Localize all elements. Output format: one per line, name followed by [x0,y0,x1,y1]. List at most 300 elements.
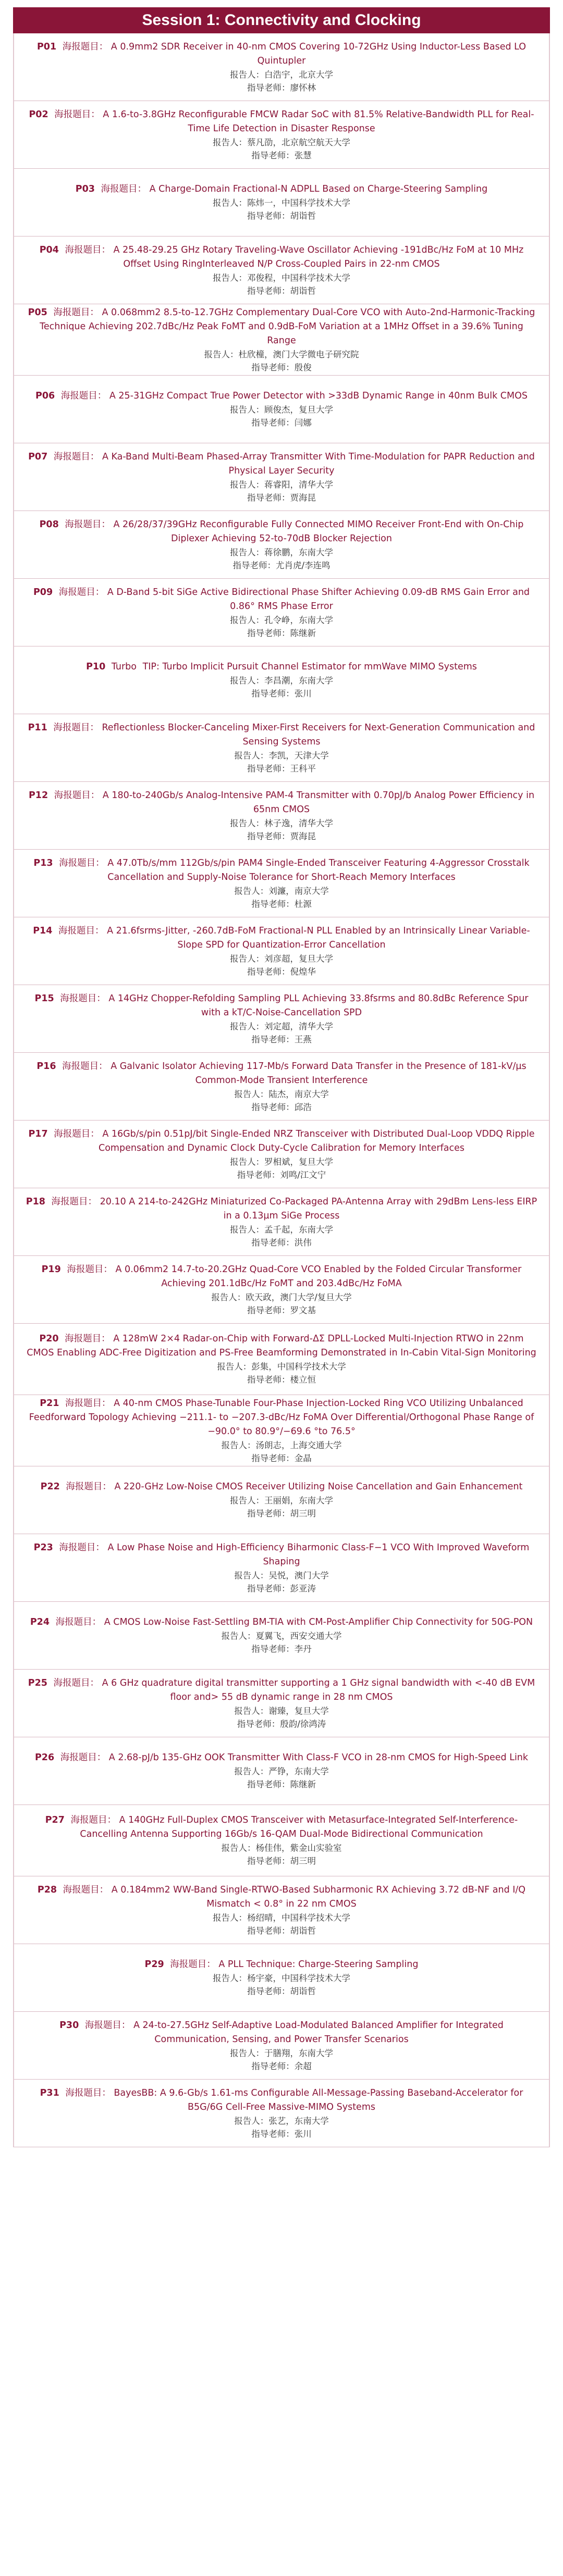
poster-title: A 47.0Tb/s/mm 112Gb/s/pin PAM4 Single-Ended Transceiver Featuring 4-Aggressor Crosstalk Cancellation and Supply-Noise Tolerance for Short-Reach Memory Interfaces [107,857,530,882]
presenter-label: 报告人： [230,2048,264,2058]
presenter-label: 报告人： [213,137,247,147]
advisor-name: 贾海昆 [290,831,316,841]
poster-entry [14,1188,549,1256]
advisor-line [251,1452,312,1465]
advisor-label: 指导老师： [251,2061,295,2071]
presenter-name: 孔令峥，东南大学 [264,615,333,625]
poster-entry [14,714,549,782]
poster-title-prefix: 海报题目： [63,1884,109,1895]
advisor-label: 指导老师： [247,1986,290,1996]
presenter-name: 陆杰，南京大学 [268,1089,329,1099]
presenter-label: 报告人： [230,479,264,490]
advisor-line [251,2060,312,2073]
poster-title-prefix: 海报题目： [62,41,108,52]
advisor-line [247,830,316,843]
poster-id: P30 [59,2020,79,2031]
poster-title-prefix: 海报题目： [58,925,104,936]
advisor-line [247,1582,316,1595]
presenter-name: 谢臻，复旦大学 [268,1706,329,1716]
presenter-name: 吴悦，澳门大学 [268,1570,329,1581]
poster-title-prefix: 海报题目： [60,1752,106,1763]
poster-title: A 26/28/37/39GHz Reconfigurable Fully Connected MIMO Receiver Front-End with On-Chip Diplexer Achieving 52-to-70dB Blocker Rejection [113,519,524,544]
presenter-name: 刘定超，清华大学 [264,1021,333,1031]
presenter-label: 报告人： [230,953,264,964]
poster-entry [14,2012,549,2080]
poster-entry [14,1324,549,1395]
poster-title-line [26,108,537,136]
presenter-line [230,817,333,830]
advisor-label: 指导老师： [247,492,290,503]
presenter-line [230,68,333,81]
poster-title-line [26,1060,537,1088]
presenter-name: 欧天政，澳门大学/复旦大学 [246,1292,352,1302]
poster-title-prefix: 海报题目： [67,1264,113,1275]
poster-title-prefix: 海报题目： [58,587,105,598]
advisor-line [251,2127,312,2141]
presenter-line [234,1704,329,1718]
poster-entry [14,646,549,714]
poster-title: TIP: Turbo Implicit Pursuit Channel Estimator for mmWave MIMO Systems [142,662,477,672]
poster-title-prefix: 海报题目： [66,1482,112,1492]
poster-title-line [26,306,537,348]
poster-id: P01 [36,41,57,52]
presenter-line [204,348,359,361]
presenter-line [234,2114,329,2127]
advisor-name: 邱浩 [294,1102,312,1112]
poster-title: A D-Band 5-bit SiGe Active Bidirectional Phase Shifter Achieving 0.09-dB RMS Gain Error and 0.86° RMS Phase Error [107,587,530,612]
presenter-line [234,1765,329,1778]
advisor-line [247,81,316,94]
advisor-label: 指导老师： [237,1169,280,1180]
poster-id: P10 [86,662,106,672]
advisor-name: 张川 [294,689,312,699]
poster-title-prefix: 海报题目： [59,857,105,868]
advisor-label: 指导老师： [247,628,290,638]
poster-title: A 14GHz Chopper-Refolding Sampling PLL Achieving 33.8fsrms and 80.8dBc Reference Spur with a kT/C-Noise-Cancellation SPD [108,993,529,1018]
presenter-label: 报告人： [234,750,269,761]
poster-entry [14,1053,549,1121]
poster-id: P29 [144,1959,164,1970]
presenter-line [230,952,333,965]
poster-title-prefix: 海报题目： [53,451,100,462]
poster-title-prefix: 海报题目： [170,1959,216,1970]
poster-title: A 0.06mm2 14.7-to-20.2GHz Quad-Core VCO Enabled by the Folded Circular Transformer Achieving 201.1dBc/Hz FoMT and 203.4dBc/Hz FoMA [115,1264,522,1289]
presenter-label: 报告人： [230,69,264,80]
poster-entry [14,850,549,917]
presenter-line [234,749,329,762]
poster-id: P16 [36,1061,56,1072]
presenter-name: 王丽娟，东南大学 [264,1496,333,1505]
poster-title-prefix: 海报题目： [65,1398,111,1409]
presenter-name: 蔡凡劭，北京航空航天大学 [247,137,350,147]
presenter-name: 邓俊程，中国科学技术大学 [247,272,350,283]
poster-title-prefix: 海报题目： [53,722,99,733]
poster-title: A CMOS Low-Noise Fast-Settling BM-TIA with CM-Post-Amplifier Chip Connectivity for 50G-PON [104,1617,533,1627]
poster-title-line [26,856,537,885]
poster-entry [14,1737,549,1805]
presenter-label: 报告人： [230,1156,264,1167]
advisor-name: 胡诣哲 [290,1925,316,1936]
poster-title: A 140GHz Full-Duplex CMOS Transceiver with Metasurface-Integrated Self-Interference-Cancelling Antenna Supporting 16Gb/s 16-QAM Dual-Mode Bidirectional Communication [80,1815,518,1839]
poster-title-prefix: 海报题目： [54,109,100,120]
presenter-name: 蒋徐鹏，东南大学 [264,547,333,557]
poster-title: A 40-nm CMOS Phase-Tunable Four-Phase Injection-Locked Ring VCO Utilizing Unbalanced Feedforward Topology Achieving −211.1- to −207.3-dBc/Hz FoMA Over Differential/Orthogonal Phase Range of −90.0° to 80.9°/−69.6 °to 76.5° [29,1398,534,1437]
poster-id: P03 [75,184,95,194]
advisor-name: 彭亚涛 [290,1583,316,1594]
presenter-line [222,1439,342,1452]
advisor-line [247,762,316,775]
presenter-name: 陈炜一，中国科学技术大学 [247,198,350,208]
advisor-name: 胡诣哲 [290,211,316,221]
poster-entry [14,1395,549,1466]
poster-title-prefix: 海报题目： [53,1677,100,1688]
presenter-label: 报告人： [230,1021,264,1031]
poster-title: A 6 GHz quadrature digital transmitter supporting a 1 GHz signal bandwidth with <-40 dB EVM floor and> 55 dB dynamic range in 28 nm CMOS [102,1677,535,1702]
advisor-label: 指导老师： [251,362,295,372]
presenter-name: 严铮，东南大学 [268,1766,329,1776]
poster-title: A 24-to-27.5GHz Self-Adaptive Load-Modulated Balanced Amplifier for Integrated Communication, Sensing, and Power Transfer Scenarios [133,2020,504,2045]
advisor-line [237,1168,326,1181]
advisor-line [251,1033,312,1046]
advisor-line [247,1855,316,1868]
advisor-label: 指导老师： [247,1583,290,1594]
advisor-label: 指导老师： [247,285,290,296]
advisor-name: 胡三明 [290,1856,316,1866]
poster-title: A Low Phase Noise and High-Efficiency Biharmonic Class-F−1 VCO With Improved Waveform Shaping [107,1542,530,1567]
poster-entry [14,1534,549,1602]
presenter-line [230,1223,333,1236]
presenter-label: 报告人： [230,676,264,686]
poster-entry [14,443,549,511]
advisor-label: 指导老师： [251,1644,295,1654]
poster-entry [14,985,549,1053]
poster-title-line [145,1958,419,1972]
presenter-line [213,136,350,149]
poster-title-line [26,1195,537,1223]
poster-title: A Ka-Band Multi-Beam Phased-Array Transmitter With Time-Modulation for PAPR Reduction and Physical Layer Security [102,451,535,476]
presenter-name: 刘彦超，复旦大学 [264,953,333,964]
advisor-name: 洪伟 [294,1237,312,1248]
presenter-label: 报告人： [230,547,264,557]
poster-id: P31 [40,2087,59,2098]
advisor-label: 指导老师： [247,1925,290,1936]
presenter-line [234,1569,329,1582]
advisor-line [247,1373,316,1386]
poster-title: Reflectionless Blocker-Canceling Mixer-First Receivers for Next-Generation Communication and Sensing Systems [102,722,535,747]
poster-entry [14,1944,549,2012]
poster-title: A 220-GHz Low-Noise CMOS Receiver Utilizing Noise Cancellation and Gain Enhancement [114,1482,523,1492]
poster-id: P21 [40,1398,59,1409]
advisor-name: 陈继新 [290,1779,316,1789]
advisor-name: 杜源 [294,899,312,909]
poster-entry [14,2080,549,2147]
poster-id: P18 [26,1196,45,1207]
advisor-name: 王科平 [290,763,316,774]
presenter-label: 报告人： [217,1362,252,1372]
poster-entry [14,579,549,646]
poster-entry [14,1121,549,1188]
presenter-label: 报告人： [221,1843,256,1853]
advisor-label: 指导老师： [247,82,290,93]
poster-entry [14,1805,549,1876]
presenter-name: 张艺，东南大学 [268,2115,329,2126]
poster-title-line [26,40,537,68]
poster-title-line [26,1883,537,1911]
presenter-name: 杨绍晴，中国科学技术大学 [247,1912,350,1923]
poster-title-line [26,721,537,749]
advisor-label: 指导老师： [251,1453,295,1463]
poster-title-prefix: Turbo [111,662,137,672]
advisor-line [247,1924,316,1937]
poster-list [13,33,550,2147]
poster-id: P17 [28,1128,48,1139]
presenter-line [230,1020,333,1033]
poster-title-line [30,1615,533,1629]
advisor-name: 金晶 [294,1453,312,1463]
poster-title-line [26,243,537,271]
poster-title: A 128mW 2×4 Radar-on-Chip with Forward-ΔΣ DPLL-Locked Multi-Injection RTWO in 22nm CMOS Enabling ADC-Free Digitization and PS-Free Beamforming Demonstrated in In-Cabin Vital-Sign Monitoring [27,1334,536,1358]
presenter-line [230,1494,333,1507]
presenter-line [217,1360,346,1373]
advisor-name: 张川 [294,2129,312,2139]
advisor-label: 指导老师： [247,1856,290,1866]
poster-title-line [26,1263,537,1291]
poster-title-line [86,660,477,674]
presenter-label: 报告人： [213,198,247,208]
advisor-line [247,1304,316,1317]
poster-entry [14,304,549,376]
poster-title-line [35,389,528,403]
poster-id: P08 [39,519,59,530]
presenter-line [213,271,350,284]
poster-title-prefix: 海报题目： [54,1128,100,1139]
advisor-name: 刘鸣/江文宁 [280,1169,326,1180]
advisor-label: 指导老师： [251,2129,295,2139]
advisor-line [251,149,312,162]
presenter-label: 报告人： [230,1496,264,1505]
poster-id: P04 [39,244,59,255]
advisor-label: 指导老师： [247,763,290,774]
poster-title: BayesBB: A 9.6-Gb/s 1.61-ms Configurable All-Message-Passing Baseband-Accelerator for B5G/6G Cell-Free Massive-MIMO Systems [114,2087,523,2112]
poster-title: A 1.6-to-3.8GHz Reconfigurable FMCW Radar SoC with 81.5% Relative-Bandwidth PLL for Real-Time Life Detection in Disaster Response [103,109,534,134]
presenter-label: 报告人： [234,1706,269,1716]
advisor-name: 李丹 [294,1644,312,1654]
poster-id: P26 [34,1752,55,1763]
presenter-label: 报告人： [213,1973,247,1983]
advisor-label: 指导老师： [251,1102,295,1112]
advisor-line [251,687,312,700]
poster-title: A 0.068mm2 8.5-to-12.7GHz Complementary Dual-Core VCO with Auto-2nd-Harmonic-Tracking Technique Achieving 202.7dBc/Hz Peak FoMT and 0.9dB-FoM Variation at a 1MHz Offset in a 39.6% Tuning Range [40,307,535,346]
poster-id: P13 [33,857,53,868]
poster-title: A Charge-Domain Fractional-N ADPLL Based on Charge-Steering Sampling [149,184,488,194]
advisor-name: 罗文基 [290,1305,316,1315]
presenter-line [222,1841,342,1855]
poster-entry [14,1876,549,1944]
poster-id: P15 [34,993,54,1004]
poster-title-line [26,450,537,478]
poster-title: A 16Gb/s/pin 0.51pJ/bit Single-Ended NRZ Transceiver with Distributed Dual-Loop VDDQ Ripple Compensation and Dynamic Clock Duty-Cycle Calibration for Memory Interfaces [99,1128,535,1153]
poster-title-line [26,924,537,952]
advisor-name: 胡三明 [290,1509,316,1519]
poster-id: P28 [37,1884,57,1895]
presenter-label: 报告人： [234,886,269,896]
presenter-label: 报告人： [221,1631,256,1641]
poster-title-prefix: 海报题目： [55,1617,102,1627]
poster-id: P20 [39,1334,59,1344]
poster-title-prefix: 海报题目： [60,391,107,401]
poster-title: A Galvanic Isolator Achieving 117-Mb/s Forward Data Transfer in the Presence of 181-kV/µs Common-Mode Transient Interference [111,1061,527,1086]
advisor-line [251,361,312,374]
advisor-name: 陈继新 [290,628,316,638]
advisor-label: 指导老师： [251,418,295,428]
advisor-line [247,1507,316,1520]
poster-title-line [26,1541,537,1569]
presenter-name: 杨宇豪，中国科学技术大学 [247,1973,350,1983]
presenter-line [230,2047,333,2060]
poster-title-prefix: 海报题目： [62,1061,108,1072]
presenter-name: 彭集，中国科学技术大学 [251,1362,346,1372]
presenter-label: 报告人： [234,2115,269,2126]
poster-title-prefix: 海报题目： [84,2020,131,2031]
advisor-line [251,898,312,911]
advisor-label: 指导老师： [247,211,290,221]
poster-id: P12 [28,790,48,801]
presenter-label: 报告人： [234,1766,269,1776]
advisor-name: 廖怀林 [290,82,316,93]
poster-id: P02 [29,109,48,120]
presenter-name: 汤朗志，上海交通大学 [255,1440,342,1450]
poster-entry [14,917,549,985]
presenter-line [234,885,329,898]
advisor-label: 指导老师： [237,1719,280,1729]
advisor-line [247,1985,316,1998]
advisor-name: 尤肖虎/李连鸣 [275,560,331,570]
presenter-name: 李凯，天津大学 [268,750,329,761]
presenter-label: 报告人： [204,349,239,359]
advisor-label: 指导老师： [247,831,290,841]
poster-title-prefix: 海报题目： [65,519,111,530]
presenter-line [222,1629,342,1642]
advisor-label: 指导老师： [247,1779,290,1789]
poster-title-prefix: 海报题目： [65,2087,111,2098]
poster-title-prefix: 海报题目： [65,1334,111,1344]
presenter-line [213,1972,350,1985]
presenter-line [230,674,333,687]
advisor-line [251,1642,312,1656]
advisor-line [247,209,316,222]
poster-title-prefix: 海报题目： [65,244,111,255]
advisor-label: 指导老师： [251,1034,295,1044]
advisor-label: 指导老师： [251,1237,295,1248]
presenter-name: 顾俊杰，复旦大学 [264,405,333,415]
poster-title-line [76,182,487,196]
advisor-line [247,1778,316,1791]
poster-title-line [26,992,537,1020]
presenter-name: 孟千起，东南大学 [264,1224,333,1235]
advisor-label: 指导老师： [247,1305,290,1315]
presenter-label: 报告人： [213,272,247,283]
advisor-line [247,284,316,297]
poster-title: 20.10 A 214-to-242GHz Miniaturized Co-Packaged PA-Antenna Array with 29dBm Lens-less EIRP in a 0.13µm SiGe Process [100,1196,537,1221]
advisor-line [251,416,312,429]
presenter-label: 报告人： [221,1440,256,1450]
advisor-name: 张慧 [294,150,312,160]
advisor-name: 殷韵/徐鸿涛 [280,1719,326,1729]
poster-id: P07 [28,451,48,462]
poster-title: A PLL Technique: Charge-Steering Sampling [218,1959,419,1970]
advisor-label: 指导老师： [251,899,295,909]
presenter-line [230,478,333,491]
presenter-label: 报告人： [234,1089,269,1099]
presenter-name: 白浩宇，北京大学 [264,69,333,80]
poster-title-line [26,1676,537,1704]
presenter-label: 报告人： [230,615,264,625]
poster-title-line [26,2086,537,2114]
presenter-name: 蒋睿阳，清华大学 [264,479,333,490]
poster-entry [14,33,549,101]
presenter-label: 报告人： [230,818,264,828]
poster-title: A 2.68-pJ/b 135-GHz OOK Transmitter With Class-F VCO in 28-nm CMOS for High-Speed Link [108,1752,529,1763]
poster-id: P25 [28,1677,47,1688]
poster-title-line [26,518,537,546]
presenter-line [234,1088,329,1101]
poster-id: P22 [40,1482,60,1492]
poster-id: P05 [28,307,47,318]
advisor-name: 倪煌华 [290,966,316,977]
advisor-line [251,1101,312,1114]
poster-title-line [26,2019,537,2047]
poster-entry [14,1466,549,1534]
presenter-line [213,1911,350,1924]
poster-title-prefix: 海报题目： [54,790,100,801]
poster-id: P14 [33,925,53,936]
poster-title-prefix: 海报题目： [53,307,99,318]
advisor-line [247,627,316,640]
advisor-line [251,1236,312,1249]
poster-id: P24 [30,1617,50,1627]
poster-id: P27 [45,1815,65,1825]
presenter-line [230,546,333,559]
poster-id: P11 [28,722,47,733]
presenter-name: 夏翼飞，西安交通大学 [255,1631,342,1641]
poster-title: A 25.48-29.25 GHz Rotary Traveling-Wave Oscillator Achieving -191dBc/Hz FoM at 10 MHz Offset Using RingInterleaved N/P Cross-Coupled Pairs in 22-nm CMOS [113,244,524,269]
advisor-line [247,965,316,978]
poster-title-line [41,1480,523,1494]
presenter-label: 报告人： [230,1224,264,1235]
poster-entry [14,511,549,579]
poster-title-prefix: 海报题目： [70,1815,116,1825]
poster-title-prefix: 海报题目： [60,993,106,1004]
poster-title-line [26,789,537,817]
presenter-name: 刘濂，南京大学 [268,886,329,896]
presenter-name: 林子逸，清华大学 [264,818,333,828]
poster-title-prefix: 海报题目： [101,184,147,194]
poster-title: A 0.184mm2 WW-Band Single-RTWO-Based Subharmonic RX Achieving 3.72 dB-NF and I/Q Mismatch < 0.8° in 22 nm CMOS [111,1884,526,1909]
poster-id: P06 [35,391,55,401]
advisor-label: 指导老师： [251,689,295,699]
advisor-name: 胡诣哲 [290,285,316,296]
presenter-name: 杜欣橦，澳门大学微电子研究院 [238,349,359,359]
poster-title: A 180-to-240Gb/s Analog-Intensive PAM-4 Transmitter with 0.70pJ/b Analog Power Efficiency in 65nm CMOS [102,790,535,815]
advisor-label: 指导老师： [232,560,276,570]
presenter-label: 报告人： [213,1912,247,1923]
poster-title-line [35,1751,528,1765]
advisor-line [247,491,316,504]
presenter-name: 罗相斌，复旦大学 [264,1156,333,1167]
advisor-line [232,559,330,572]
presenter-line [230,614,333,627]
poster-id: P23 [33,1542,53,1553]
